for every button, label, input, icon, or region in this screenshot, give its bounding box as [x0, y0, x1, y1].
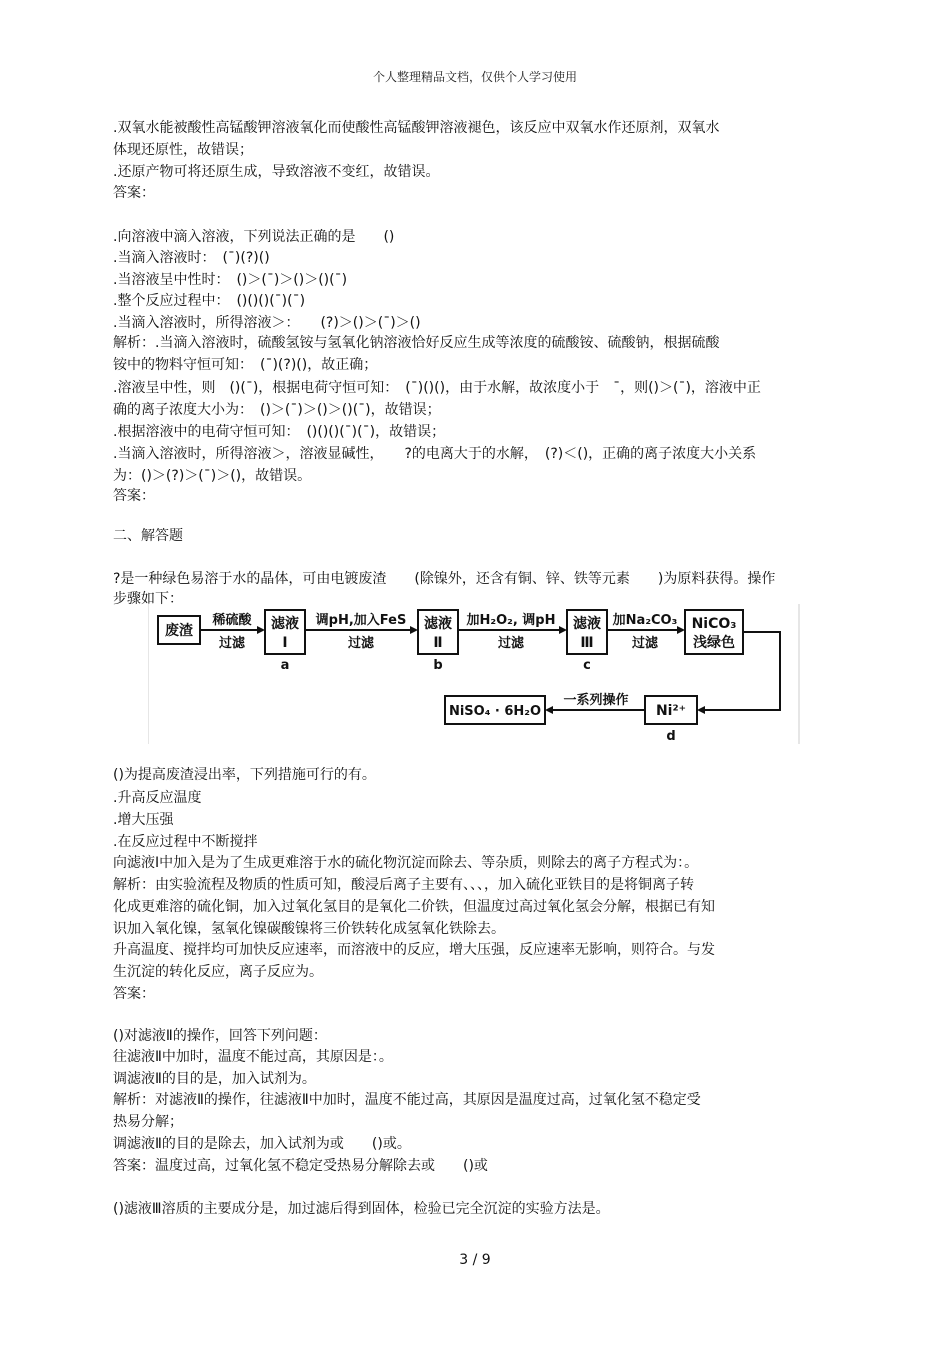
arrow-4-top: 加Na₂CO₃	[612, 613, 678, 628]
letter-b: b	[433, 658, 443, 673]
text-line: 调滤液Ⅱ的目的是，加入试剂为。	[113, 1071, 316, 1087]
arrow-3-top: 加H₂O₂, 调pH	[466, 613, 556, 628]
text-line: .整个反应过程中： ()()()(¯)(¯)	[113, 293, 306, 309]
text-line: 往滤液Ⅱ中加时，温度不能过高，其原因是：。	[113, 1049, 393, 1065]
box-ni-ion: Ni²⁺	[655, 703, 687, 719]
text-line: 铵中的物料守恒可知： (¯)(?)()，故正确；	[113, 357, 378, 373]
text-line: 升高温度、搅拌均可加快反应速率，而溶液中的反应，增大压强，反应速率无影响，则符合。与发	[113, 942, 715, 958]
text-line: 解析：对滤液Ⅱ的操作，往滤液Ⅱ中加时，温度不能过高，其原因是温度过高，过氧化氢不稳定受	[113, 1092, 701, 1108]
arrow-1-bottom: 过滤	[218, 636, 246, 651]
text-line: .增大压强	[113, 812, 174, 828]
text-line: 生沉淀的转化反应，离子反应为。	[113, 964, 323, 980]
text-line: 化成更难溶的硫化铜，加入过氧化氢目的是氧化二价铁，但温度过高过氧化氢会分解，根据已有知	[113, 899, 715, 915]
text-line: .当滴入溶液时，所得溶液＞，溶液显碱性， ?的电离大于的水解， (?)＜()，正确的离子浓度大小关系	[113, 446, 757, 462]
text-line: 步骤如下：	[113, 591, 183, 607]
text-line: 解析：.当滴入溶液时，硫酸氢铵与氢氧化钠溶液恰好反应生成等浓度的硫酸铵、硫酸钠，根据硫酸	[113, 335, 720, 351]
text-line: .当溶液呈中性时： ()＞(¯)＞()＞()(¯)	[113, 272, 348, 288]
box-nico3-formula: NiCO₃	[691, 616, 737, 632]
text-line: .溶液呈中性，则 ()(¯)，根据电荷守恒可知： (¯)()()，由于水解，故浓度小于 ¯，则()＞(¯)，溶液中正	[113, 380, 761, 396]
text-line: 确的离子浓度大小为： ()＞(¯)＞()＞()(¯)，故错误；	[113, 402, 441, 418]
text-line: 答案：	[113, 185, 155, 201]
text-line: 向滤液Ⅰ中加入是为了生成更难溶于水的硫化物沉淀而除去、等杂质，则除去的离子方程式为：。	[113, 855, 699, 871]
box-product: NiSO₄ · 6H₂O	[448, 704, 542, 719]
text-line: ?是一种绿色易溶于水的晶体，可由电镀废渣 (除镍外，还含有铜、锌、铁等元素 )为原料获得。操作	[113, 571, 776, 587]
text-line: 答案：温度过高，过氧化氢不稳定受热易分解除去或 ()或	[113, 1158, 488, 1174]
arrow-3-bottom: 过滤	[497, 636, 525, 651]
box-filtrate-1-label: 滤液	[271, 616, 299, 632]
text-line: 为：()＞(?)＞(¯)＞()，故错误。	[113, 468, 312, 484]
text-line: .当滴入溶液时： (¯)(?)()	[113, 250, 270, 266]
text-line: 解析：由实验流程及物质的性质可知，酸浸后离子主要有、、、，加入硫化亚铁目的是将铜离子转	[113, 877, 694, 893]
text-line: .升高反应温度	[113, 790, 202, 806]
box-filtrate-3-label: 滤液	[573, 616, 601, 632]
text-line: ()为提高废渣浸出率，下列措施可行的有。	[113, 767, 376, 783]
text-line: ()对滤液Ⅱ的操作，回答下列问题：	[113, 1028, 327, 1044]
process-flowchart	[148, 604, 800, 744]
text-line: 答案：	[113, 488, 155, 504]
page-number: 3 / 9	[459, 1252, 491, 1268]
box-filtrate-1-numeral: Ⅰ	[282, 635, 288, 651]
letter-c: c	[583, 658, 591, 673]
text-line: .向溶液中滴入溶液，下列说法正确的是 ()	[113, 229, 395, 245]
arrow-2-top: 调pH,加入FeS	[315, 613, 407, 628]
letter-d: d	[666, 729, 676, 744]
box-nico3-color: 浅绿色	[693, 635, 735, 651]
letter-a: a	[280, 658, 290, 673]
arrow-2-bottom: 过滤	[347, 636, 375, 651]
text-line: 答案：	[113, 986, 155, 1002]
text-line: ()滤液Ⅲ溶质的主要成分是，加过滤后得到固体，检验已完全沉淀的实验方法是。	[113, 1201, 610, 1217]
box-filtrate-3-numeral: Ⅲ	[580, 635, 594, 651]
text-line: .当滴入溶液时，所得溶液＞： (?)＞()＞(¯)＞()	[113, 315, 421, 331]
page-header: 个人整理精品文档，仅供个人学习使用	[372, 70, 577, 84]
arrow-5-label: 一系列操作	[563, 693, 629, 708]
box-filtrate-2-numeral: Ⅱ	[433, 635, 443, 651]
text-line: 调滤液Ⅱ的目的是除去，加入试剂为或 ()或。	[113, 1136, 411, 1152]
text-line: 二、解答题	[113, 528, 183, 544]
text-line: .根据溶液中的电荷守恒可知： ()()()(¯)(¯)，故错误；	[113, 424, 446, 440]
box-waste: 废渣	[165, 623, 193, 639]
text-line: .还原产物可将还原生成，导致溶液不变红，故错误。	[113, 164, 440, 180]
text-line: 热易分解；	[113, 1114, 183, 1130]
text-line: .在反应过程中不断搅拌	[113, 834, 258, 850]
box-filtrate-2-label: 滤液	[424, 616, 452, 632]
text-line: .双氧水能被酸性高锰酸钾溶液氧化而使酸性高锰酸钾溶液褪色，该反应中双氧水作还原剂，双氧水	[113, 120, 720, 136]
text-line: 识加入氧化镍，氢氧化镍碳酸镍将三价铁转化成氢氧化铁除去。	[113, 921, 505, 937]
arrow-1-top: 稀硫酸	[212, 613, 252, 628]
text-line: 体现还原性，故错误；	[113, 142, 253, 158]
arrow-4-bottom: 过滤	[631, 636, 659, 651]
